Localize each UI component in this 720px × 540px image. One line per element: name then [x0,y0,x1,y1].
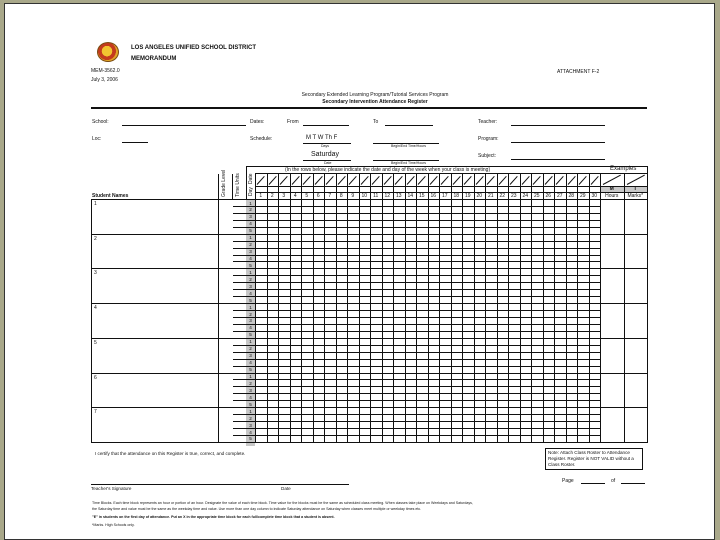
date-slash-icon [314,176,322,185]
attachment-label: ATTACHMENT F-2 [557,69,600,75]
student-number: 2 [94,235,97,242]
session-row-number: 4 [249,325,252,331]
student-group-rule [91,373,647,374]
weekday-options[interactable]: M T W Th F [306,135,338,141]
instruction-line-4: *Marks. High Schools only. [92,523,135,527]
session-row-rule [233,345,600,346]
day-number: 13 [395,193,402,199]
day-col-rule [600,173,601,443]
from-label: From [287,119,299,125]
date-slash-icon [533,176,541,185]
session-row-number: 5 [249,228,252,234]
session-row-number: 3 [249,318,252,324]
day-number: 29 [579,193,586,199]
date-slash-icon [556,176,564,185]
session-row-rule [233,275,600,276]
page-number-field[interactable] [581,483,605,484]
date-slash-icon [590,176,598,185]
session-row-rule [233,379,600,380]
school-field[interactable] [122,125,246,126]
roster-note: Note: Attach Class Roster to Attendance Register. Register is NOT VALID without a Class Roster. [545,448,643,470]
example-marks-label: Marks* [627,193,644,199]
session-row-rule [233,435,600,436]
student-group-rule [91,303,647,304]
student-name-field[interactable] [95,416,214,441]
date-slash-icon [544,176,552,185]
session-row-number: 4 [249,429,252,435]
day-number: 12 [384,193,391,199]
student-name-field[interactable] [95,382,214,407]
instruction-line-1: Time Blocks. Each time block represents an hour or portion of an hour. Designate the value of each time block. Time value for the blocks must be the same as scheduled class meeting. When classes take place on Weekdays and Saturdays, [92,501,473,505]
session-row-rule [233,255,600,256]
day-number: 1 [259,193,263,199]
date-slash-icon [372,176,380,185]
session-row-rule [233,317,600,318]
attendance-grid [91,166,647,446]
session-row-rule [233,324,600,325]
session-row-number: 4 [249,394,252,400]
grade-level-header: Grade Level [221,169,227,197]
date-slash-icon [349,176,357,185]
session-row-number: 5 [249,262,252,268]
session-row-number: 3 [249,387,252,393]
from-date-field[interactable] [303,125,349,126]
session-row-rule [233,206,600,207]
date-slash-icon [257,176,265,185]
session-row-number: 1 [249,408,252,414]
example-hours-label: Hours [605,193,619,199]
date-slash-icon [579,176,587,185]
session-row-rule [233,227,600,228]
date-field[interactable] [279,484,349,485]
date-label: Date [281,486,291,491]
student-number: 6 [94,374,97,381]
date-slash-icon [360,176,368,185]
session-row-rule [233,220,600,221]
program-title: Secondary Extended Learning Program/Tutorial Services Program [301,92,449,98]
memo-date: July 3, 2006 [91,77,118,83]
session-row-rule [233,289,600,290]
session-row-rule [233,393,600,394]
session-row-number: 3 [249,283,252,289]
date-header: Date [248,173,254,184]
session-row-rule [233,248,600,249]
example-col-rule [624,173,625,443]
grid-instruction: (In the rows below, please indicate the date and day of the week when your class is meeting) [285,167,491,173]
day-number: 24 [522,193,529,199]
session-row-number: 5 [249,332,252,338]
student-name-field[interactable] [95,347,214,372]
session-row-number: 3 [249,249,252,255]
date-slash-icon [429,176,437,185]
saturday-caption: Date [324,161,332,165]
date-slash-icon [475,176,483,185]
teacher-field[interactable] [511,125,605,126]
memo-number: MEM-3562.0 [91,68,120,74]
subject-label: Subject: [478,153,497,159]
student-group-rule [91,442,647,443]
session-row-number: 3 [249,422,252,428]
day-number: 5 [305,193,309,199]
session-row-number: 3 [249,214,252,220]
session-row-number: 2 [249,276,252,282]
page-label: Page [562,478,574,484]
student-names-header: Student Names [92,193,129,199]
day-number: 11 [373,193,379,199]
date-slash-icon [510,176,518,185]
school-label: School: [92,119,109,125]
student-group-rule [91,268,647,269]
session-row-rule [233,428,600,429]
day-number: 20 [476,193,483,199]
weekday-time-caption: Begin/End Time/Hours [391,144,427,148]
session-row-number: 1 [249,339,252,345]
day-number: 27 [556,193,563,199]
to-label: To [373,119,379,125]
date-slash-icon [268,176,276,185]
grid-right-rule [647,166,648,443]
student-name-field[interactable] [95,312,214,337]
day-number: 4 [293,193,297,199]
session-row-number: 3 [249,353,252,359]
loc-field[interactable] [122,142,148,143]
day-number: 16 [430,193,437,199]
session-row-number: 1 [249,304,252,310]
day-number: 21 [487,193,494,199]
header-rule [91,107,647,109]
session-row-rule [233,359,600,360]
student-name-field[interactable] [95,243,214,268]
loc-label: Loc: [92,136,102,142]
day-header: Day [248,187,254,196]
session-row-number: 1 [249,374,252,379]
day-number: 6 [316,193,320,199]
student-number: 3 [94,270,97,277]
saturday-time-caption: Begin/End Time/Hours [391,161,427,165]
subject-field[interactable] [511,159,605,160]
day-number: 28 [568,193,575,199]
date-slash-icon [498,176,506,185]
session-row-number: 4 [249,360,252,366]
session-row-number: 5 [249,436,252,442]
day-number: 30 [591,193,598,199]
student-number: 4 [94,305,97,312]
session-row-rule [233,352,600,353]
date-slash-icon [395,176,403,185]
teacher-signature-field[interactable] [91,484,279,485]
session-row-rule [233,400,600,401]
example-slash-icon [603,175,621,185]
program-label: Program: [478,136,499,142]
session-row-rule [233,414,600,415]
grid-header-rule [91,199,647,200]
session-row-number: 4 [249,221,252,227]
session-row-number: 4 [249,290,252,296]
session-row-number: 4 [249,256,252,262]
session-row-number: 1 [249,200,252,206]
day-number: 10 [361,193,368,199]
date-slash-icon [441,176,449,185]
teacher-label: Teacher: [478,119,498,125]
session-row-number: 5 [249,401,252,407]
session-row-number: 2 [249,346,252,352]
district-seal-icon [97,42,119,62]
day-number: 2 [270,193,274,199]
session-row-rule [233,213,600,214]
saturday-option[interactable]: Saturday [311,151,340,158]
date-slash-icon [452,176,460,185]
student-number: 1 [94,201,97,207]
session-row-rule [233,366,600,367]
weekday-caption: Days [321,144,329,148]
instruction-line-3: "E" in students on the first day of attendance. Put an X in the appropriate time block for each full/complete time block that a student is absent. [92,515,335,519]
example-code-m: M [609,186,614,192]
document-page [4,3,715,540]
of-label: of [611,478,616,484]
student-group-rule [91,407,647,408]
day-number: 23 [510,193,517,199]
session-row-number: 2 [249,380,252,386]
session-row-number: 2 [249,242,252,248]
program-field[interactable] [511,142,605,143]
session-row-rule [233,421,600,422]
certify-statement: I certify that the attendance on this Register is true, correct, and complete. [95,451,246,456]
day-number: 3 [282,193,286,199]
session-row-number: 2 [249,311,252,317]
day-number: 15 [418,193,425,199]
district-name: LOS ANGELES UNIFIED SCHOOL DISTRICT [131,45,257,51]
student-group-rule [91,234,647,235]
session-row-number: 1 [249,235,252,241]
day-number: 17 [441,193,448,199]
examples-label: Examples [610,166,637,172]
day-number: 22 [499,193,506,199]
day-number: 19 [464,193,471,199]
date-slash-icon [406,176,414,185]
to-date-field[interactable] [385,125,433,126]
dates-label: Dates: [250,119,265,125]
date-slash-icon [291,176,299,185]
student-group-rule [91,338,647,339]
session-row-number: 2 [249,207,252,213]
session-row-rule [233,241,600,242]
session-row-rule [233,331,600,332]
doc-type: MEMORANDUM [131,56,177,62]
day-number: 14 [407,193,414,199]
date-slash-icon [280,176,288,185]
session-row-number: 5 [249,297,252,303]
session-row-number: 5 [249,367,252,373]
example-slash-icon [626,175,644,185]
date-slash-icon [487,176,495,185]
date-slash-icon [383,176,391,185]
date-slash-icon [326,176,334,185]
session-row-number: 2 [249,415,252,421]
student-name-field[interactable] [95,277,214,302]
day-number: 8 [339,193,343,199]
time-col-rule [232,174,233,200]
day-number: 7 [328,193,332,199]
session-row-rule [233,386,600,387]
day-number: 9 [351,193,355,199]
student-name-field[interactable] [95,208,214,233]
day-col-rule [246,166,247,200]
time-units-header: Time Units [235,173,241,197]
instruction-line-2: the Saturday time and value must be the same as the weekday time and value. Use more than one day column to indicate Saturday attendance on Saturday when classes meet multiple or weekday times etc. [92,507,422,511]
page-total-field[interactable] [621,483,645,484]
register-title: Secondary Intervention Attendance Register [322,99,428,105]
session-row-rule [233,296,600,297]
session-row-rule [233,310,600,311]
date-slash-icon [337,176,345,185]
student-number: 5 [94,339,97,346]
date-slash-icon [418,176,426,185]
session-row-rule [233,261,600,262]
session-row-rule [233,282,600,283]
date-slash-icon [567,176,575,185]
date-slash-icon [464,176,472,185]
teacher-signature-label: Teacher's Signature [91,486,132,491]
example-code-i: I [634,186,636,192]
date-slash-icon [303,176,311,185]
student-number: 7 [94,409,97,416]
schedule-label: Schedule: [250,136,273,142]
session-row-number: 1 [249,269,252,275]
grade-col-rule [218,174,219,443]
date-slash-icon [521,176,529,185]
day-number: 26 [545,193,552,199]
day-number: 25 [533,193,540,199]
day-number: 18 [453,193,460,199]
